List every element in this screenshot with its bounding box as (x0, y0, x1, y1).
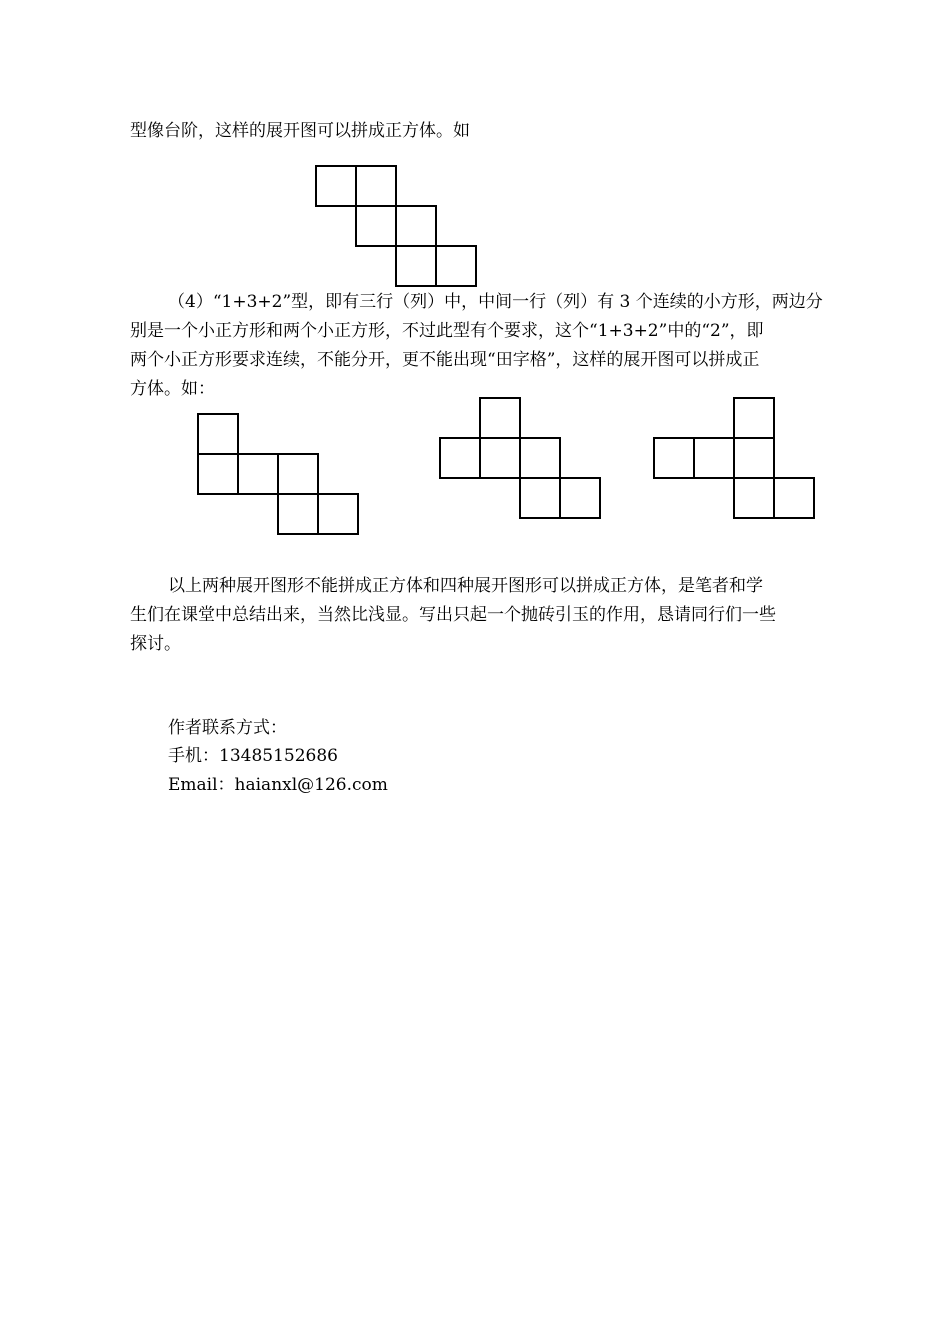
net-square (316, 166, 356, 206)
staircase-net-figure (314, 164, 478, 288)
net-square (238, 454, 278, 494)
net-square (198, 454, 238, 494)
net-square (318, 494, 358, 534)
section4-line-3: 两个小正方形要求连续，不能分开，更不能出现“田字格”，这样的展开图可以拼成正 (130, 350, 760, 370)
net-square (480, 398, 520, 438)
net-figure-3 (652, 396, 816, 520)
net-square (694, 438, 734, 478)
net-square (560, 478, 600, 518)
net-square (480, 438, 520, 478)
net-square (356, 206, 396, 246)
conclusion-line-3: 探讨。 (130, 634, 181, 654)
section4-line-2: 别是一个小正方形和两个小正方形，不过此型有个要求，这个“1+3+2”中的“2”，即 (130, 321, 764, 341)
net-square (520, 438, 560, 478)
net-square (734, 478, 774, 518)
section4-line-4: 方体。如： (130, 379, 215, 399)
net-square (278, 494, 318, 534)
net-square (278, 454, 318, 494)
contact-email: Email：haianxl@126.com (168, 775, 388, 795)
conclusion-line-2: 生们在课堂中总结出来，当然比浅显。写出只起一个抛砖引玉的作用，恳请同行们一些 (130, 605, 776, 625)
net-square (198, 414, 238, 454)
section4-line-1: （4）“1+3+2”型，即有三行（列）中，中间一行（列）有 3 个连续的小方形，两边分 (168, 292, 823, 312)
net-square (440, 438, 480, 478)
contact-heading: 作者联系方式： (168, 718, 287, 738)
net-square (734, 438, 774, 478)
net-square (356, 166, 396, 206)
net-square (774, 478, 814, 518)
net-square (734, 398, 774, 438)
net-figure-2 (438, 396, 602, 520)
net-figure-1 (196, 412, 360, 536)
contact-phone: 手机：13485152686 (168, 746, 338, 766)
net-square (654, 438, 694, 478)
intro-line: 型像台阶，这样的展开图可以拼成正方体。如 (130, 121, 470, 141)
net-square (520, 478, 560, 518)
net-square (396, 206, 436, 246)
conclusion-line-1: 以上两种展开图形不能拼成正方体和四种展开图形可以拼成正方体，是笔者和学 (168, 576, 763, 596)
net-square (396, 246, 436, 286)
net-square (436, 246, 476, 286)
